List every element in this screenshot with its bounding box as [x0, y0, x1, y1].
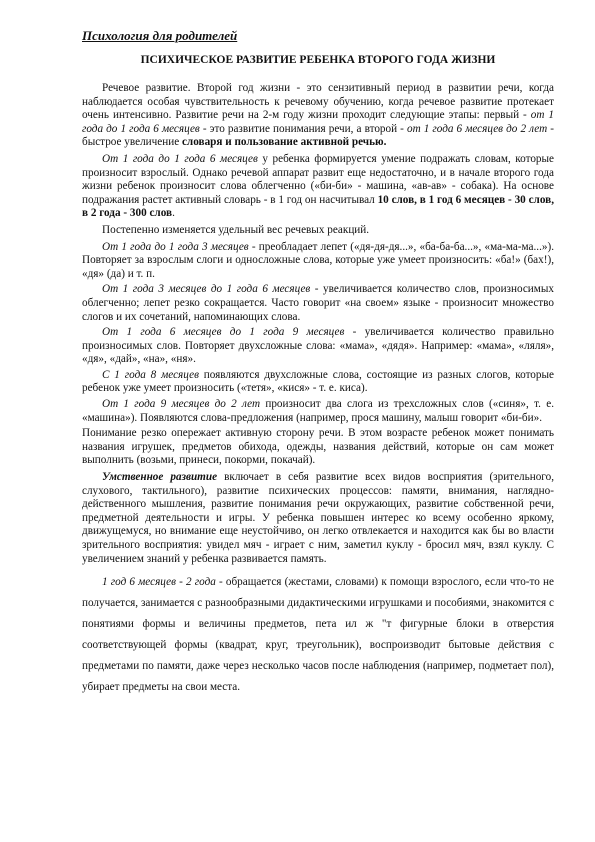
emphasis-text: 30 слов [514, 193, 552, 206]
emphasis-text: словаря и пользование активной речью. [181, 136, 387, 149]
text: включает в себя развитие всех видов восприятия (зрительного, слухового, тактильного), развитие психических процессов: памяти, внимания, наглядно-действенного мышления, развитие понимания речи окружающих, развитие собственной речи, предметной деятельности и игры. У ребенка повышен интерес ко всему особенно яркому, движущемуся, но внимание еще неустойчиво, он легко отвлекается и находится как бы во власти зрительного восприятия: увидел мяч - играет с ним, заметил куклу - бросил мяч, взял куклу. С увеличением знаний у ребенка развивается память. [82, 471, 554, 565]
paragraph-correct-words [82, 326, 554, 367]
text: - увеличивается количество слов, произносимых облегченно; лепет резко сокращается. Часто говорит «на своем» языке - произносит множество слогов и их сочетаний, напоминающих слова. [82, 283, 554, 323]
text: появляются двухсложные слова, состоящие из разных слогов, которые ребенок уже умеет произносить («тетя», «кися» - т. е. киса). [82, 368, 554, 395]
text: - обращается (жестами, словами) к помощи взрослого, если что-то не получается, занимается с разнообразными дидактическими игрушками и пособиями, знакомится с понятиями формы и величины предметов, пета ил ж "т фигурные блоки в отверстия соответствующей формы (квадрат, круг, треугольник), воспроизводит бытовые действия с предметами по памяти, даже через несколько часов после наблюдения (например, подметает пол), убирает предметы на свои места. [82, 576, 554, 694]
period-text: С 1 года 8 месяцев [102, 368, 199, 381]
period-text: От 1 года 9 месяцев до 2 лет [102, 398, 261, 411]
paragraph-babble [82, 241, 554, 282]
paragraph-18-24-months [82, 572, 554, 698]
period-text: От 1 года 6 месяцев до 1 года 9 месяцев [102, 326, 345, 339]
term-speech-development: Речевое развитие. [102, 82, 191, 94]
text: у ребенка формируется умение подражать словам, которые произносит взрослый. Однако речевой аппарат развит еще недостаточно, и в начале второго года жизни ребенок произносит слова облегченно («би-би» - машина, «ав-ав» - собака). На основе подражания растет активный словарь - в 1 год он насчитывал [82, 152, 554, 206]
text: - быстрое увеличение [82, 122, 554, 149]
paragraph-sentence-words [82, 398, 554, 425]
document-page [82, 28, 554, 701]
paragraph-understanding: Понимание резко опережает активную сторону речи. В этом возрасте ребенок может понимать названия игрушек, предметов обихода, одежды, названия действий, которые он сам может выполнить (возьми, принеси, покорми, покачай). [82, 427, 554, 467]
paragraph-reactions: Постепенно изменяется удельный вес речевых реакций. [102, 223, 370, 236]
paragraph-imitation [82, 153, 554, 221]
period-text: От 1 года 3 месяцев до 1 года 6 месяцев [102, 283, 311, 296]
period-text: 1 год 6 месяцев - 2 года [102, 576, 216, 589]
emphasis-text: , в 2 года - [82, 193, 554, 220]
section-heading: Психология для родителей [82, 28, 238, 43]
period-text: от 1 года до 1 года 6 месяцев [82, 109, 554, 135]
text: - увеличивается количество правильно произносимых слов. Повторяет двухсложные слова: «мама», «дядя». Например: «мама», «ляля», «дя», «дай», «на», «ня». [82, 326, 554, 366]
paragraph-speech-development [82, 82, 554, 150]
emphasis-text: 300 слов [129, 207, 173, 220]
period-text: от 1 года 6 месяцев до 2 лет [406, 122, 548, 135]
document-title: ПСИХИЧЕСКОЕ РАЗВИТИЕ РЕБЕНКА ВТОРОГО ГОДА ЖИЗНИ [140, 54, 496, 66]
text: Второй год жизни - это сензитивный период в развитии речи, когда наблюдается особая чувствительность к речевому обучению, когда речевое развитие протекает очень интенсивно. Развитие речи на 2-м году жизни проходит следующие этапы: первый - [82, 82, 554, 122]
paragraph-two-syllable [82, 369, 554, 396]
term-mental-development: Умственное развитие [102, 471, 218, 484]
period-text: От 1 года до 1 года 3 месяцев [102, 240, 249, 253]
period-text: От 1 года до 1 года 6 месяцев [102, 152, 258, 165]
text: - это развитие понимания речи, а второй - [199, 122, 407, 135]
paragraph-mental-development [82, 471, 554, 566]
emphasis-text: 10 слов [377, 193, 415, 206]
paragraph-words-increase [82, 283, 554, 324]
text: произносит два слога из трехсложных слов («синя», т. е. «машина»). Появляются слова-предложения (например, прося машину, малыш говорит «би-би». [82, 398, 554, 424]
emphasis-text: , в 1 год 6 месяцев - [414, 193, 515, 206]
text: . [172, 207, 175, 220]
text: - преобладает лепет («дя-дя-дя...», «ба-ба-ба...», «ма-ма-ма...»). Повторяет за взрослым слоги и односложные слова, которые уже умеет произносить: «ба!» (бах!), «дя» (да) и т. п. [82, 240, 554, 280]
